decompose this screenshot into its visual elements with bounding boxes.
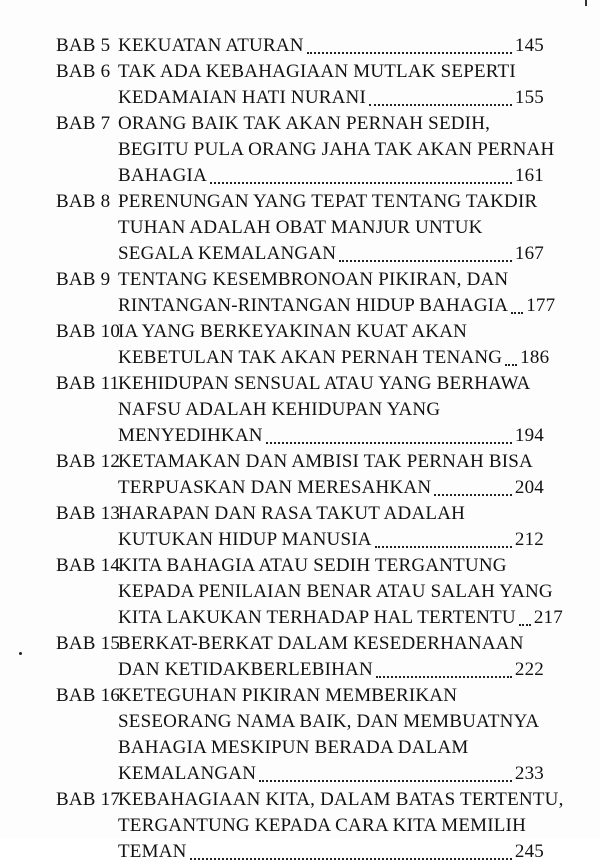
chapter-title-line: TENTANG KESEMBRONOAN PIKIRAN, DAN: [118, 269, 509, 290]
chapter-title-line: KEMALANGAN: [118, 763, 257, 784]
chapter-label: BAB 17: [56, 789, 121, 810]
page-number: 186: [520, 347, 550, 368]
page-number: 161: [514, 165, 544, 186]
ink-speck: [19, 652, 22, 655]
chapter-label: BAB 14: [56, 555, 121, 576]
toc-entry-line: [56, 839, 544, 865]
toc-entry: [56, 371, 544, 449]
dot-leader: [266, 442, 512, 444]
chapter-title-line: TUHAN ADALAH OBAT MANJUR UNTUK: [118, 217, 483, 238]
toc-entry-line: [56, 449, 544, 475]
page-number: 233: [514, 763, 544, 784]
toc-entry: [56, 501, 544, 553]
chapter-title-line: HARAPAN DAN RASA TAKUT ADALAH: [118, 503, 466, 524]
dot-leader: [519, 624, 531, 626]
toc-entry: [56, 787, 564, 865]
chapter-title-line: KITA BAHAGIA ATAU SEDIH TERGANTUNG: [118, 555, 507, 576]
chapter-title-line: BEGITU PULA ORANG JAHA TAK AKAN PERNAH: [118, 139, 555, 160]
page-number: 222: [514, 659, 544, 680]
toc-entry-line: [56, 163, 544, 189]
chapter-title-line: KEBAHAGIAAN KITA, DALAM BATAS TERTENTU,: [118, 789, 564, 810]
toc-entry: [56, 449, 544, 501]
toc-entry-line: [56, 59, 544, 85]
chapter-label: BAB 9: [56, 269, 111, 290]
chapter-title-line: KEBETULAN TAK AKAN PERNAH TENANG: [118, 347, 503, 368]
chapter-title-line: KITA LAKUKAN TERHADAP HAL TERTENTU: [118, 607, 516, 628]
toc-entry: [56, 631, 544, 683]
toc-entry-line: [56, 189, 544, 215]
toc-entry-line: [56, 553, 544, 579]
chapter-label: BAB 11: [56, 373, 120, 394]
page-number: 194: [514, 425, 544, 446]
toc-entry-line: [56, 85, 544, 111]
chapter-label: BAB 13: [56, 503, 121, 524]
chapter-title-line: MENYEDIHKAN: [118, 425, 263, 446]
page-number: 217: [533, 607, 563, 628]
chapter-title-line: TERPUASKAN DAN MERESAHKAN: [118, 477, 432, 498]
chapter-title-line: KUTUKAN HIDUP MANUSIA: [118, 529, 372, 550]
page-number: 155: [514, 87, 544, 108]
dot-leader: [190, 858, 512, 860]
chapter-title-line: TAK ADA KEBAHAGIAAN MUTLAK SEPERTI: [118, 61, 516, 82]
toc-entry-line: [56, 293, 556, 319]
toc-entry-line: [56, 111, 544, 137]
toc-entry-line: [56, 787, 564, 813]
toc-entry-line: [56, 813, 544, 839]
toc-entry: [56, 189, 544, 267]
toc-entry-line: [56, 371, 544, 397]
dot-leader: [505, 364, 517, 366]
toc-entry-line: [56, 241, 544, 267]
chapter-label: BAB 12: [56, 451, 121, 472]
chapter-title-line: DAN KETIDAKBERLEBIHAN: [118, 659, 373, 680]
dot-leader: [210, 182, 512, 184]
toc-entry-line: [56, 137, 555, 163]
toc-entry: [56, 267, 556, 319]
toc-entry-line: [56, 215, 544, 241]
toc-entry-line: [56, 33, 544, 59]
page-edge-mark: [585, 0, 587, 6]
chapter-title-line: ORANG BAIK TAK AKAN PERNAH SEDIH,: [118, 113, 491, 134]
chapter-title-line: BAHAGIA MESKIPUN BERADA DALAM: [118, 737, 469, 758]
toc-entry-line: [56, 267, 544, 293]
chapter-title-line: KEPADA PENILAIAN BENAR ATAU SALAH YANG: [118, 581, 553, 602]
dot-leader: [434, 494, 512, 496]
dot-leader: [307, 52, 512, 54]
toc-entry-line: [56, 605, 563, 631]
toc-entry-line: [56, 631, 544, 657]
chapter-label: BAB 5: [56, 35, 111, 56]
toc-entry: [56, 319, 550, 371]
chapter-title-line: KETEGUHAN PIKIRAN MEMBERIKAN: [118, 685, 458, 706]
toc-entry-line: [56, 345, 550, 371]
toc-entry-line: [56, 423, 544, 449]
toc-entry: [56, 683, 544, 787]
chapter-label: BAB 7: [56, 113, 111, 134]
chapter-label: BAB 10: [56, 321, 121, 342]
chapter-title-line: KEDAMAIAN HATI NURANI: [118, 87, 367, 108]
page-number: 167: [514, 243, 544, 264]
dot-leader: [339, 260, 512, 262]
toc-entry: [56, 553, 563, 631]
chapter-title-line: TEMAN: [118, 841, 187, 862]
chapter-title-line: RINTANGAN-RINTANGAN HIDUP BAHAGIA: [118, 295, 509, 316]
page-number: 245: [514, 841, 544, 862]
chapter-title-line: KEKUATAN ATURAN: [118, 35, 304, 56]
toc-entry-line: [56, 761, 544, 787]
chapter-label: BAB 15: [56, 633, 121, 654]
dot-leader: [511, 312, 523, 314]
chapter-title-line: BAHAGIA: [118, 165, 208, 186]
toc-entry-line: [56, 527, 544, 553]
page-number: 145: [514, 35, 544, 56]
chapter-title-line: TERGANTUNG KEPADA CARA KITA MEMILIH: [118, 815, 527, 836]
dot-leader: [376, 676, 512, 678]
chapter-title-line: SEGALA KEMALANGAN: [118, 243, 337, 264]
table-of-contents: [56, 33, 564, 865]
toc-entry-line: [56, 683, 544, 709]
toc-entry-line: [56, 397, 544, 423]
toc-entry-line: [56, 579, 553, 605]
chapter-title-line: KEHIDUPAN SENSUAL ATAU YANG BERHAWA: [118, 373, 531, 394]
toc-entry-line: [56, 319, 544, 345]
dot-leader: [369, 104, 512, 106]
dot-leader: [375, 546, 512, 548]
chapter-label: BAB 6: [56, 61, 111, 82]
page-number: 177: [526, 295, 556, 316]
toc-entry: [56, 33, 544, 59]
toc-entry: [56, 59, 544, 111]
chapter-title-line: KETAMAKAN DAN AMBISI TAK PERNAH BISA: [118, 451, 533, 472]
dot-leader: [259, 780, 512, 782]
chapter-label: BAB 16: [56, 685, 121, 706]
toc-entry-line: [56, 475, 544, 501]
toc-entry-line: [56, 657, 544, 683]
toc-entry: [56, 111, 555, 189]
chapter-title-line: BERKAT-BERKAT DALAM KESEDERHANAAN: [118, 633, 524, 654]
chapter-label: BAB 8: [56, 191, 111, 212]
chapter-title-line: IA YANG BERKEYAKINAN KUAT AKAN: [118, 321, 468, 342]
page-number: 204: [514, 477, 544, 498]
toc-entry-line: [56, 735, 544, 761]
chapter-title-line: NAFSU ADALAH KEHIDUPAN YANG: [118, 399, 441, 420]
toc-entry-line: [56, 501, 544, 527]
chapter-title-line: PERENUNGAN YANG TEPAT TENTANG TAKDIR: [118, 191, 538, 212]
page-number: 212: [514, 529, 544, 550]
toc-entry-line: [56, 709, 544, 735]
chapter-title-line: SESEORANG NAMA BAIK, DAN MEMBUATNYA: [118, 711, 540, 732]
